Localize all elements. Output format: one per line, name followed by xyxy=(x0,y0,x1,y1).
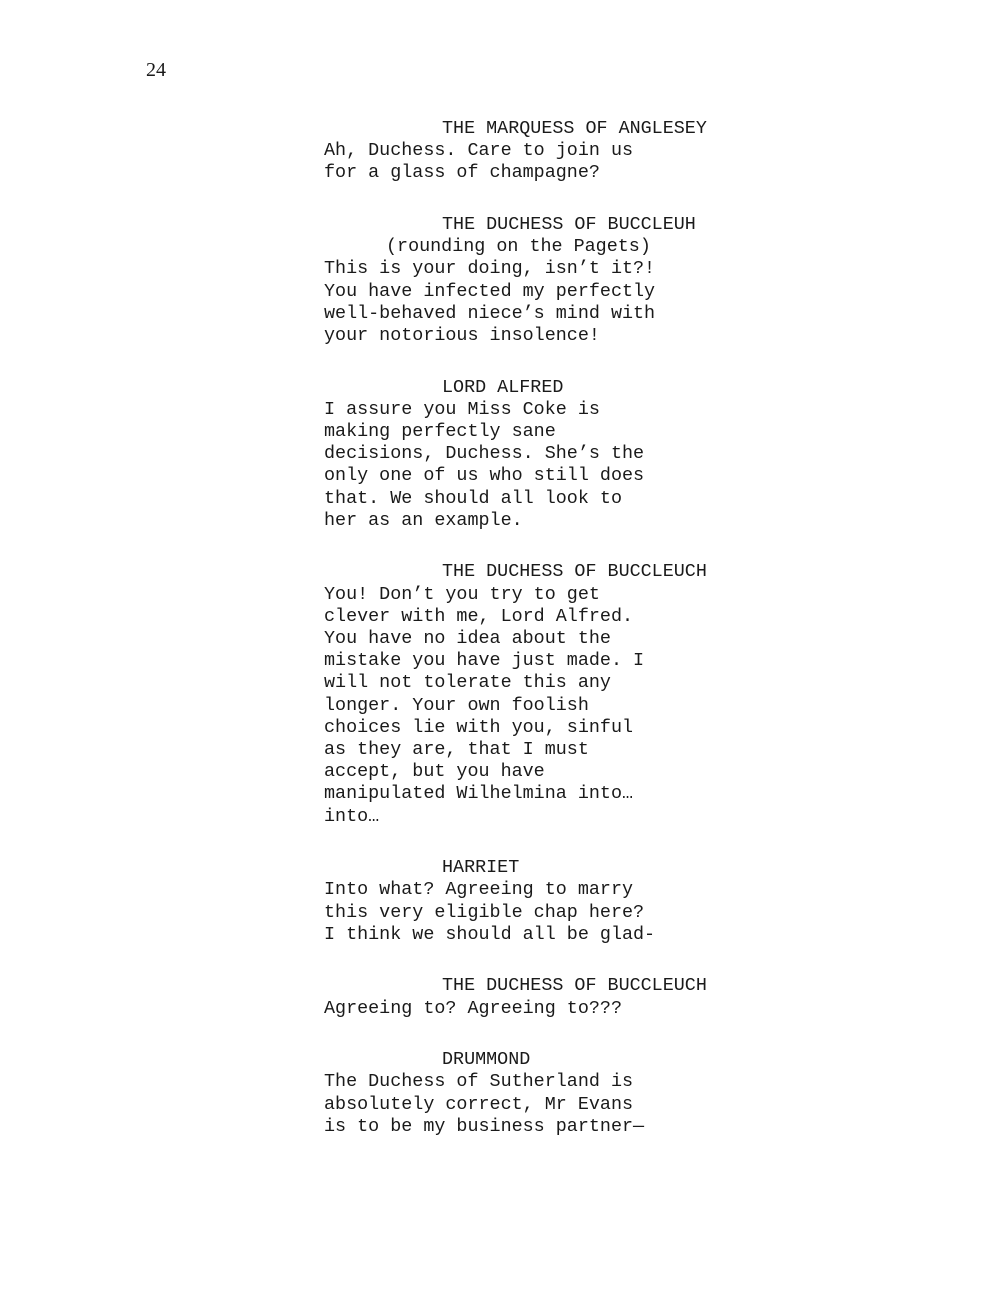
character-name: THE DUCHESS OF BUCCLEUH xyxy=(442,214,696,235)
dialogue-line: You! Don’t you try to get xyxy=(324,583,600,605)
parenthetical: (rounding on the Pagets) xyxy=(386,236,651,258)
dialogue-line: I assure you Miss Coke is xyxy=(324,398,600,420)
dialogue-block xyxy=(324,214,964,347)
dialogue-line: longer. Your own foolish xyxy=(324,694,589,716)
dialogue-line: Into what? Agreeing to marry xyxy=(324,879,634,901)
dialogue-line: accept, but you have xyxy=(324,761,545,783)
dialogue-line: Agreeing to? Agreeing to??? xyxy=(324,997,622,1019)
dialogue-line: that. We should all look to xyxy=(324,487,622,509)
page-number: 24 xyxy=(146,59,166,81)
character-name: DRUMMOND xyxy=(442,1049,531,1071)
dialogue-line: making perfectly sane xyxy=(324,421,556,443)
character-name: LORD ALFRED xyxy=(442,376,564,398)
dialogue-line: mistake you have just made. I xyxy=(324,650,645,672)
dialogue-line: clever with me, Lord Alfred. xyxy=(324,605,634,627)
dialogue-line: manipulated Wilhelmina into… xyxy=(324,783,634,805)
character-name: HARRIET xyxy=(442,857,520,879)
dialogue-block xyxy=(324,377,964,532)
dialogue-line: well-behaved niece’s mind with xyxy=(324,302,656,324)
dialogue-line: this very eligible chap here? xyxy=(324,901,645,923)
dialogue-line: her as an example. xyxy=(324,509,523,531)
dialogue-line: I think we should all be glad- xyxy=(324,923,656,945)
dialogue-line: only one of us who still does xyxy=(324,465,645,487)
dialogue-line: This is your doing, isn’t it?! xyxy=(324,258,656,280)
dialogue-line: choices lie with you, sinful xyxy=(324,716,634,738)
character-name: THE MARQUESS OF ANGLESEY xyxy=(442,118,707,139)
dialogue-block xyxy=(324,561,964,827)
dialogue-line: as they are, that I must xyxy=(324,739,589,761)
dialogue-line: decisions, Duchess. She’s the xyxy=(324,443,645,465)
character-name: THE DUCHESS OF BUCCLEUCH xyxy=(442,561,707,583)
dialogue-line: absolutely correct, Mr Evans xyxy=(324,1093,634,1115)
dialogue-block xyxy=(324,1049,964,1138)
dialogue-line: your notorious insolence! xyxy=(324,325,600,347)
dialogue-line: will not tolerate this any xyxy=(324,672,611,694)
dialogue-block xyxy=(324,975,964,1019)
dialogue-line: You have no idea about the xyxy=(324,628,611,650)
dialogue-line: is to be my business partner— xyxy=(324,1115,645,1137)
screenplay-body xyxy=(324,118,964,1167)
dialogue-block xyxy=(324,118,964,185)
dialogue-line: You have infected my perfectly xyxy=(324,280,656,302)
dialogue-block xyxy=(324,857,964,946)
dialogue-line: for a glass of champagne? xyxy=(324,162,600,184)
character-name: THE DUCHESS OF BUCCLEUCH xyxy=(442,975,707,997)
dialogue-line: The Duchess of Sutherland is xyxy=(324,1071,634,1093)
dialogue-line: Ah, Duchess. Care to join us xyxy=(324,140,634,162)
dialogue-line: into… xyxy=(324,805,380,827)
